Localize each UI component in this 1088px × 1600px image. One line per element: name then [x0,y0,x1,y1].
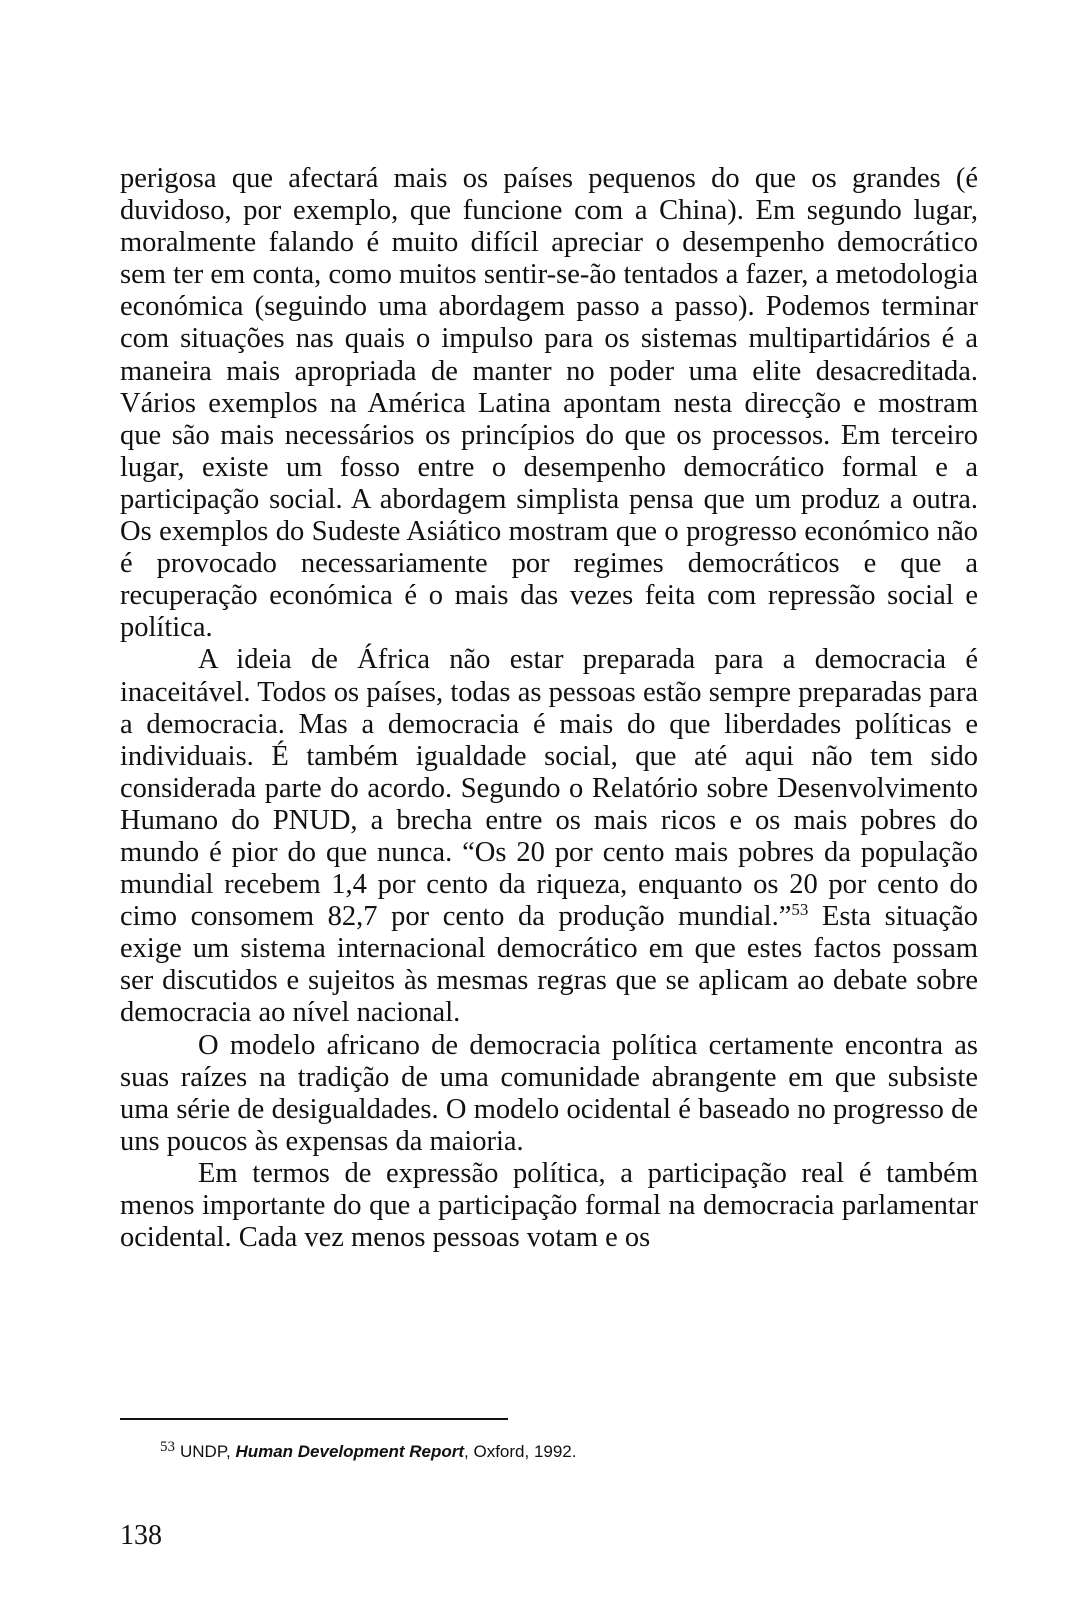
paragraph-3: O modelo africano de democracia política certamente encontra as suas raízes na tradição de uma comunidade abrangente em que subsiste uma série de desigualdades. O modelo ocidental é baseado no progresso de uns poucos às expensas da maioria. [120,1029,978,1157]
footnote-title: Human Development Report [235,1442,465,1461]
paragraph-4: Em termos de expressão política, a participação real é também menos importante do que a participação formal na democracia parlamentar ocidental. Cada vez menos pessoas votam e os [120,1157,978,1254]
body-text [120,163,978,1254]
footnote-prefix: UNDP, [180,1442,236,1461]
footnote-divider [120,1418,508,1420]
paragraph-2 [120,644,978,1029]
footnote-suffix: , Oxford, 1992. [464,1442,577,1461]
footnote-number: 53 [160,1439,175,1455]
page-number: 138 [120,1520,162,1551]
paragraph-2-text-before: A ideia de África não estar preparada para a democracia é inaceitável. Todos os países, todas as pessoas estão sempre preparadas para a democracia. Mas a democracia é mais do que liberdades políticas e individuais. É também igualdade social, que até aqui não tem sido considerada parte do acordo. Segundo o Relatório sobre Desenvolvimento Humano do PNUD, a brecha entre os mais ricos e os mais pobres do mundo é pior do que nunca. “Os 20 por cento mais pobres da população mundial recebem 1,4 por cento da riqueza, enquanto os 20 por cento do cimo consomem 82,7 por cento da produção mundial.” [120,644,978,933]
footnote-reference: 53 [791,900,809,920]
footnote [160,1436,576,1463]
paragraph-2-text-after: Esta situação exige um sistema internacional democrático em que estes factos possam ser discutidos e sujeitos às mesmas regras que se aplicam ao debate sobre democracia ao nível nacional. [120,901,978,1029]
paragraph-1: perigosa que afectará mais os países pequenos do que os grandes (é duvidoso, por exemplo, que funcione com a China). Em segundo lugar, moralmente falando é muito difícil apreciar o desempenho democrático sem ter em conta, como muitos sentir-se-ão tentados a fazer, a metodologia económica (seguindo uma abordagem passo a passo). Podemos terminar com situações nas quais o impulso para os sistemas multipartidários é a maneira mais apropriada de manter no poder uma elite desacreditada. Vários exemplos na América Latina apontam nesta direcção e mostram que são mais necessários os princípios do que os processos. Em terceiro lugar, existe um fosso entre o desempenho democrático formal e a participação social. A abordagem simplista pensa que um produz a outra. Os exemplos do Sudeste Asiático mostram que o progresso económico não é provocado necessariamente por regimes democráticos e que a recuperação económica é o mais das vezes feita com repressão social e política. [120,163,978,644]
